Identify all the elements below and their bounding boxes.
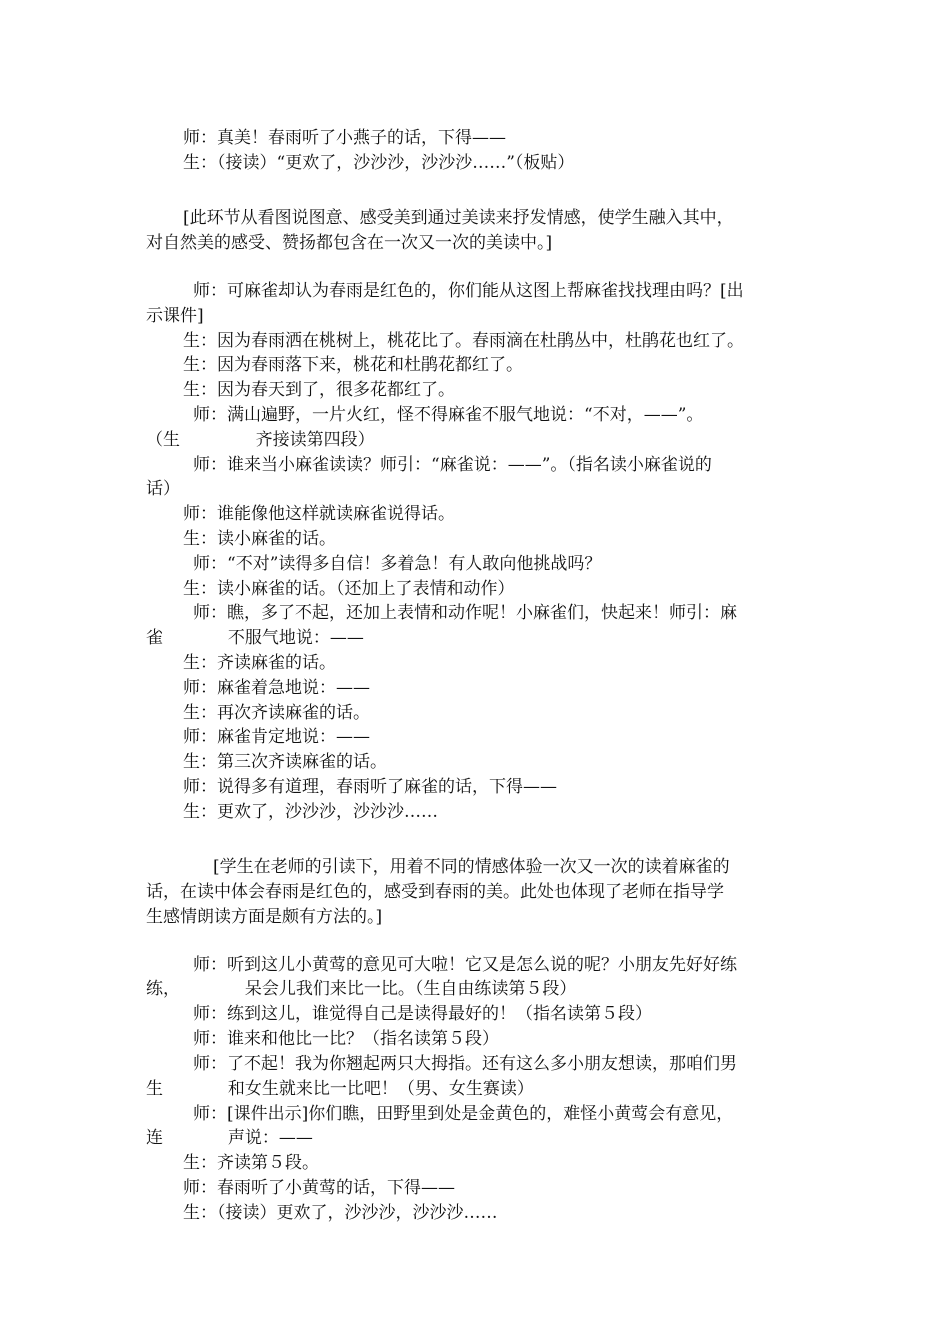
commentary-line: 话，在读中体会春雨是红色的，感受到春雨的美。此处也体现了老师在指导学 [146,882,724,902]
dialogue-line: 生：齐读第５段。 [183,1153,319,1173]
dialogue-line: 生：因为春雨洒在桃树上，桃花比了。春雨滴在杜鹃丛中，杜鹃花也红了。 [183,331,744,351]
commentary-line: [学生在老师的引读下，用着不同的情感体验一次又一次的读着麻雀的 [213,857,730,877]
commentary-line: [此环节从看图说图意、感受美到通过美读来抒发情感，使学生融入其中， [183,208,734,228]
dialogue-line: 生：（接读）“更欢了，沙沙沙，沙沙沙……”（板贴） [183,153,575,173]
dialogue-line: （生 齐接读第四段） [146,430,375,450]
dialogue-line: 师：真美！春雨听了小燕子的话，下得—— [183,128,506,148]
dialogue-line: 生：第三次齐读麻雀的话。 [183,752,387,772]
dialogue-line: 师：说得多有道理，春雨听了麻雀的话，下得—— [183,777,557,797]
dialogue-line: 连 声说：—— [146,1128,313,1148]
dialogue-line: 话） [146,479,180,499]
dialogue-line: 师：“不对”读得多自信！多着急！有人敢向他挑战吗？ [193,554,602,574]
dialogue-line: 生 和女生就来比一比吧！（男、女生赛读） [146,1079,534,1099]
dialogue-line: 生：再次齐读麻雀的话。 [183,703,370,723]
commentary-line: 对自然美的感受、赞扬都包含在一次又一次的美读中。] [146,233,553,253]
dialogue-line: 生：齐读麻雀的话。 [183,653,336,673]
dialogue-line: 师：了不起！我为你翘起两只大拇指。还有这么多小朋友想读，那咱们男 [193,1054,737,1074]
dialogue-line: 师：春雨听了小黄莺的话，下得—— [183,1178,455,1198]
dialogue-line: 师：谁能像他这样就读麻雀说得话。 [183,504,455,524]
dialogue-line: 师：瞧，多了不起，还加上表情和动作呢！小麻雀们，快起来！师引：麻 [193,603,737,623]
dialogue-line: 师：谁来当小麻雀读读？师引：“麻雀说：——”。（指名读小麻雀说的 [193,455,712,475]
commentary-line: 生感情朗读方面是颇有方法的。] [146,907,383,927]
dialogue-line: 师：麻雀着急地说：—— [183,678,370,698]
dialogue-line: 生：读小麻雀的话。 [183,529,336,549]
dialogue-line: 示课件] [146,306,204,326]
dialogue-line: 生：更欢了，沙沙沙，沙沙沙…… [183,802,438,822]
dialogue-line: 师：[课件出示]你们瞧，田野里到处是金黄色的，难怪小黄莺会有意见， [193,1104,734,1124]
dialogue-line: 生：（接读）更欢了，沙沙沙，沙沙沙…… [183,1203,498,1223]
dialogue-line: 师：谁来和他比一比？（指名读第５段） [193,1029,499,1049]
dialogue-line: 雀 不服气地说：—— [146,628,364,648]
dialogue-line: 师：练到这儿，谁觉得自己是读得最好的！（指名读第５段） [193,1004,652,1024]
dialogue-line: 师：满山遍野，一片火红，怪不得麻雀不服气地说：“不对，——”。 [193,405,704,425]
dialogue-line: 练， 呆会儿我们来比一比。（生自由练读第５段） [146,979,577,999]
dialogue-line: 师：可麻雀却认为春雨是红色的，你们能从这图上帮麻雀找找理由吗？[出 [193,281,744,301]
dialogue-line: 生：因为春天到了，很多花都红了。 [183,380,455,400]
dialogue-line: 生：读小麻雀的话。（还加上了表情和动作） [183,579,515,599]
dialogue-line: 师：听到这儿小黄莺的意见可大啦！它又是怎么说的呢？小朋友先好好练 [193,955,737,975]
dialogue-line: 师：麻雀肯定地说：—— [183,727,370,747]
dialogue-line: 生：因为春雨落下来，桃花和杜鹃花都红了。 [183,355,523,375]
